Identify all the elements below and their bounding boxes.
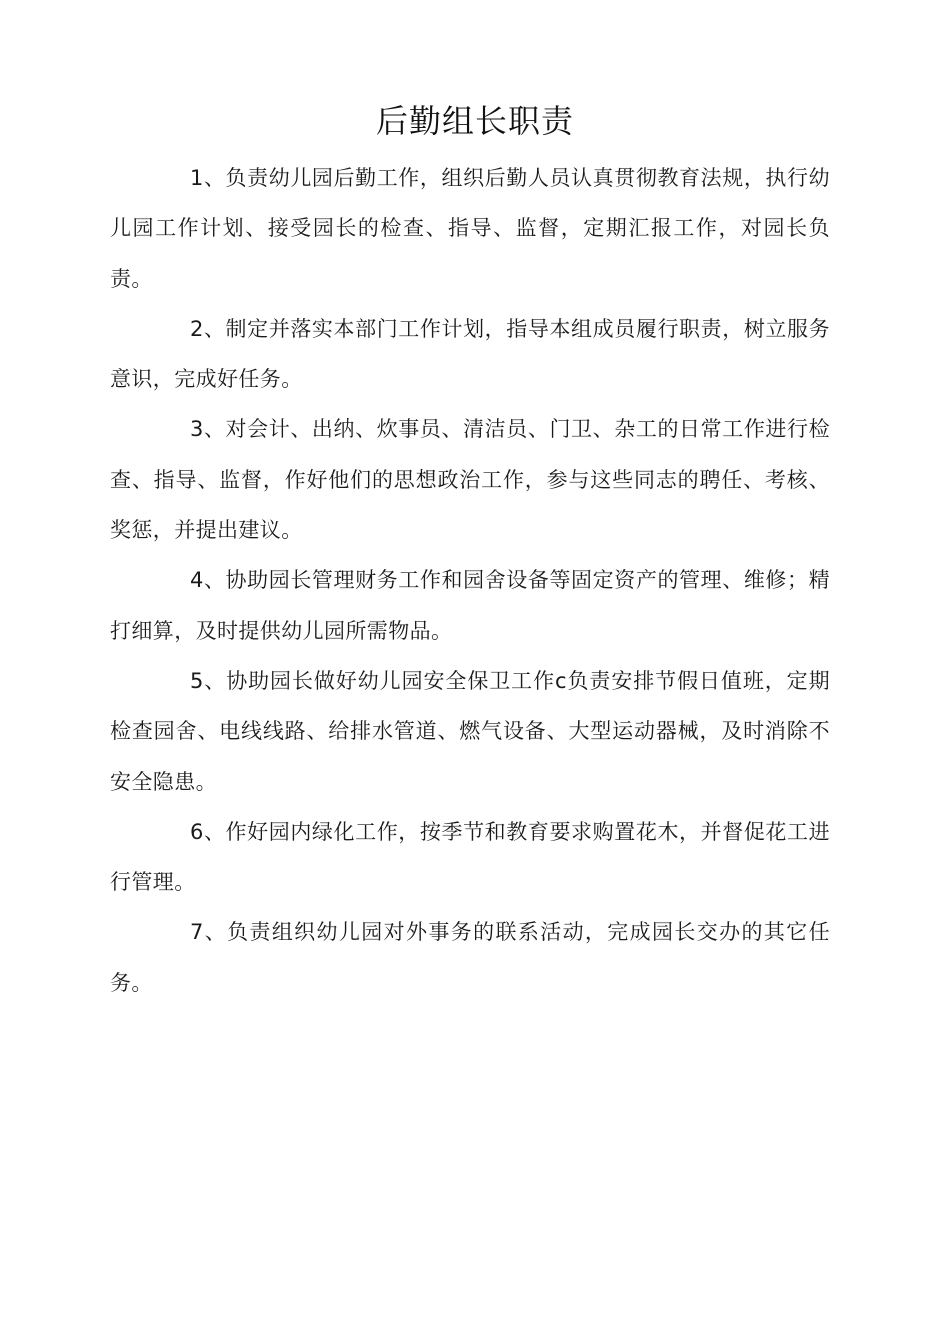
document-body	[110, 153, 830, 1008]
duty-item-1: 1、负责幼儿园后勤工作，组织后勤人员认真贯彻教育法规，执行幼儿园工作计划、接受园长的检查、指导、监督，定期汇报工作，对园长负责。	[110, 166, 830, 291]
duty-item-4: 4、协助园长管理财务工作和园舍设备等固定资产的管理、维修；精打细算，及时提供幼儿园所需物品。	[110, 568, 830, 643]
duty-item-5: 5、协助园长做好幼儿园安全保卫工作c负责安排节假日值班，定期检查园舍、电线线路、给排水管道、燃气设备、大型运动器械，及时消除不安全隐患。	[110, 668, 830, 794]
duty-item-2: 2、制定并落实本部门工作计划，指导本组成员履行职责，树立服务意识，完成好任务。	[110, 316, 830, 392]
document-title: 后勤组长职责	[375, 102, 574, 140]
duty-item-7: 7、负责组织幼儿园对外事务的联系活动，完成园长交办的其它任务。	[110, 920, 830, 995]
duty-item-3: 3、对会计、出纳、炊事员、清洁员、门卫、杂工的日常工作进行检查、指导、监督，作好他们的思想政治工作，参与这些同志的聘任、考核、奖惩，并提出建议。	[110, 417, 830, 543]
duty-item-6: 6、作好园内绿化工作，按季节和教育要求购置花木，并督促花工进行管理。	[110, 819, 830, 895]
